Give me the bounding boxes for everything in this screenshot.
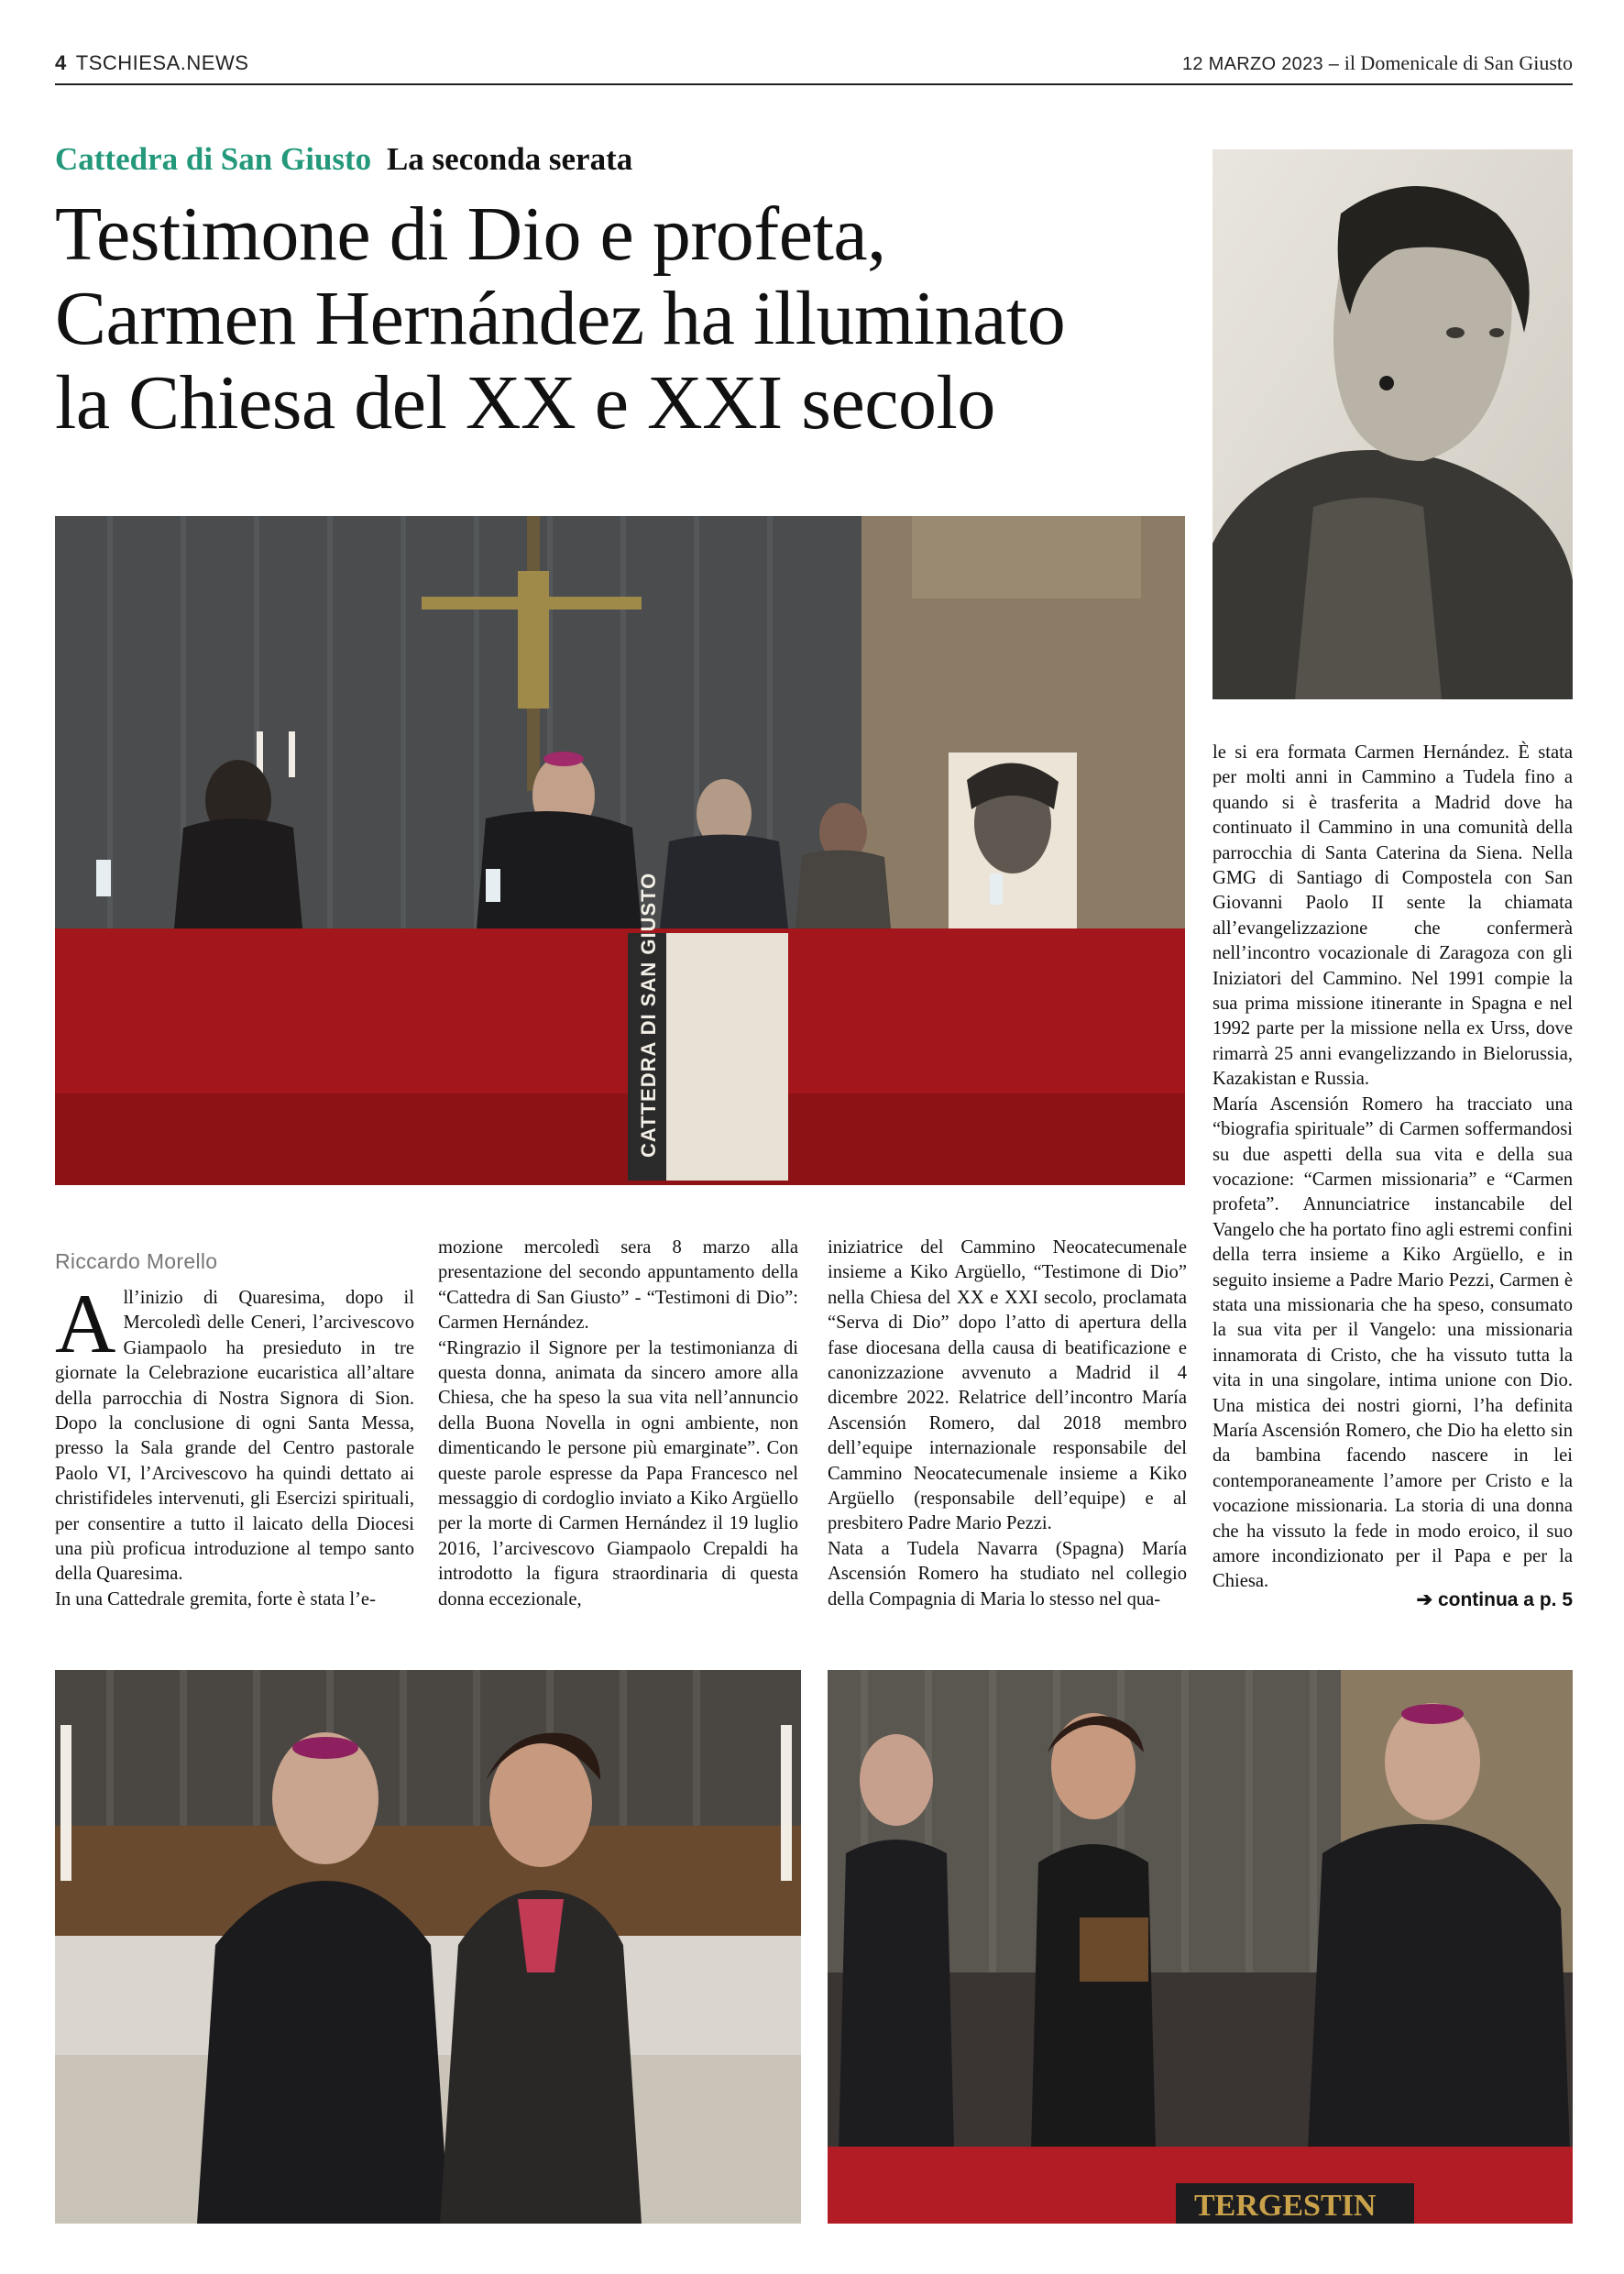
headline-line: Testimone di Dio e profeta, [55,192,886,277]
article-column-3 [828,1236,1187,1612]
byline: Riccardo Morello [55,1249,218,1273]
section-label: Cattedra di San Giusto [55,141,372,177]
publication-name: il Domenicale di San Giusto [1344,51,1573,74]
paragraph-text: ll’inizio di Quaresima, dopo il Mercoledì delle Ceneri, l’arcivescovo Giampaolo ha presieduto in tre giornate la Celebrazione eucaristica all’altare della parrocchia di Nostra Signora di Sion. Dopo la conclusione di ogni Santa Messa, presso la Sala grande del Centro pastorale Paolo VI, l’Arcivescovo ha quindi dettato ai christifideles intervenuti, gli Esercizi spirituali, per consentire a tutto il laicato della Diocesi una più proficua introduzione al tempo santo della Quaresima. [55,1288,414,1585]
article-column-1 [55,1277,414,1612]
paragraph: le si era formata Carmen Hernández. È stata per molti anni in Cammino a Tudela fino a quando si è trasferita a Madrid dove ha continuato il Cammino in una comunità della parrocchia di Santa Caterina da Siena. Nella GMG di Santiago di Compostela con San Giovanni Paolo II sente la chiamata all’evangelizzazione che confermerà nell’incontro vocazionale di Zaragoza con gli Iniziatori del Cammino. Nel 1991 compie la sua prima missione itinerante in Spagna e nel 1992 parte per la missione nella ex Urss, dove rimarrà 25 anni evangelizzando in Bielorussia, Kazakistan e Russia. [1213,742,1573,1090]
site-name[interactable]: TSCHIESA.NEWS [75,51,249,74]
article-column-2 [438,1236,798,1612]
portrait-photo [1213,149,1573,699]
paragraph: iniziatrice del Cammino Neocatecumenale insieme a Kiko Argüello, “Testimone di Dio” nella Chiesa del XX e XXI secolo, proclamata “Serva di Dio” dopo l’atto di apertura della fase diocesana della causa di beatificazione e canonizzazione avvenuto a Madrid il 4 dicembre 2022. Relatrice dell’incontro María Ascensión Romero, dal 2018 membro dell’equipe internazionale responsabile del Cammino Neocatecumenale insieme a Kiko Argüello (responsabile dell’equipe) e al presbitero Padre Mario Pezzi. [828,1237,1187,1534]
subsection-label: La seconda serata [386,141,633,177]
header-right [1182,51,1573,75]
header-rule [55,83,1573,85]
headline-line: Carmen Hernández ha illuminato [55,276,1066,361]
paragraph: Nata a Tudela Navarra (Spagna) María Ascensión Romero ha studiato nel collegio della Compagnia di Maria lo stesso nel qua- [828,1538,1187,1609]
bishop-and-speaker-photo [55,1670,801,2224]
continue-link[interactable]: ➔ continua a p. 5 [1416,1589,1573,1610]
headline-line: la Chiesa del XX e XXI secolo [55,360,995,445]
presentation-gift-photo [828,1670,1573,2224]
header-left [55,51,248,75]
paragraph: In una Cattedrale gremita, forte è stata l’e- [55,1588,376,1609]
sign-text: TERGESTIN [1194,2189,1377,2223]
paragraph: María Ascensión Romero ha tracciato una “biografia spirituale” di Carmen soffermandosi su due aspetti della sua vita e della sua vocazione: “Carmen missionaria” e “Carmen profeta”. Annunciatrice instancabile del Vangelo che ha portato fino agli estremi confini della terra insieme a Kiko Argüello, e in seguito insieme a Padre Mario Pezzi, Carmen è stata una missionaria che ha speso, consumato la sua vita per il Vangelo: una missionaria innamorata di Cristo, che ha vissuto tutta la vita in una singolare, intima unione con Dio. Una mistica dei nostri giorni, l’ha definita María Ascensión Romero, che Dio ha eletto sin da bambina facendo nascere in lei contemporaneamente l’amore per Cristo e la vocazione missionaria. La storia di una donna che ha vissuto la fede in modo eroico, il suo amore incondizionato per il Papa e per la Chiesa. [1213,1093,1573,1592]
paragraph [55,1277,414,1587]
headline [55,192,1201,445]
panel-photo [55,516,1185,1185]
kicker [55,141,632,178]
page-number: 4 [55,51,67,74]
paragraph: “Ringrazio il Signore per la testimonianza di questa donna, animata da sincero amore alla Chiesa, che ha speso la sua vita nell’annuncio della Buona Novella in ogni ambiente, non dimenticando le persone più emarginate”. Con queste parole espresse da Papa Francesco nel messaggio di cordoglio inviato a Kiko Argüello per la morte di Carmen Hernández il 19 luglio 2016, l’arcivescovo Giampaolo Crepaldi ha introdotto la figura straordinaria di questa donna eccezionale, [438,1337,798,1609]
dropcap: A [55,1277,116,1370]
paragraph: mozione mercoledì sera 8 marzo alla presentazione del secondo appuntamento della “Cattedra di San Giusto” - “Testimoni di Dio”: Carmen Hernández. [438,1237,798,1334]
banner-text: CATTEDRA DI SAN GIUSTO [637,872,660,1158]
article-column-4 [1213,741,1573,1595]
issue-date: 12 MARZO 2023 – [1181,54,1340,74]
page-header [55,48,1573,84]
